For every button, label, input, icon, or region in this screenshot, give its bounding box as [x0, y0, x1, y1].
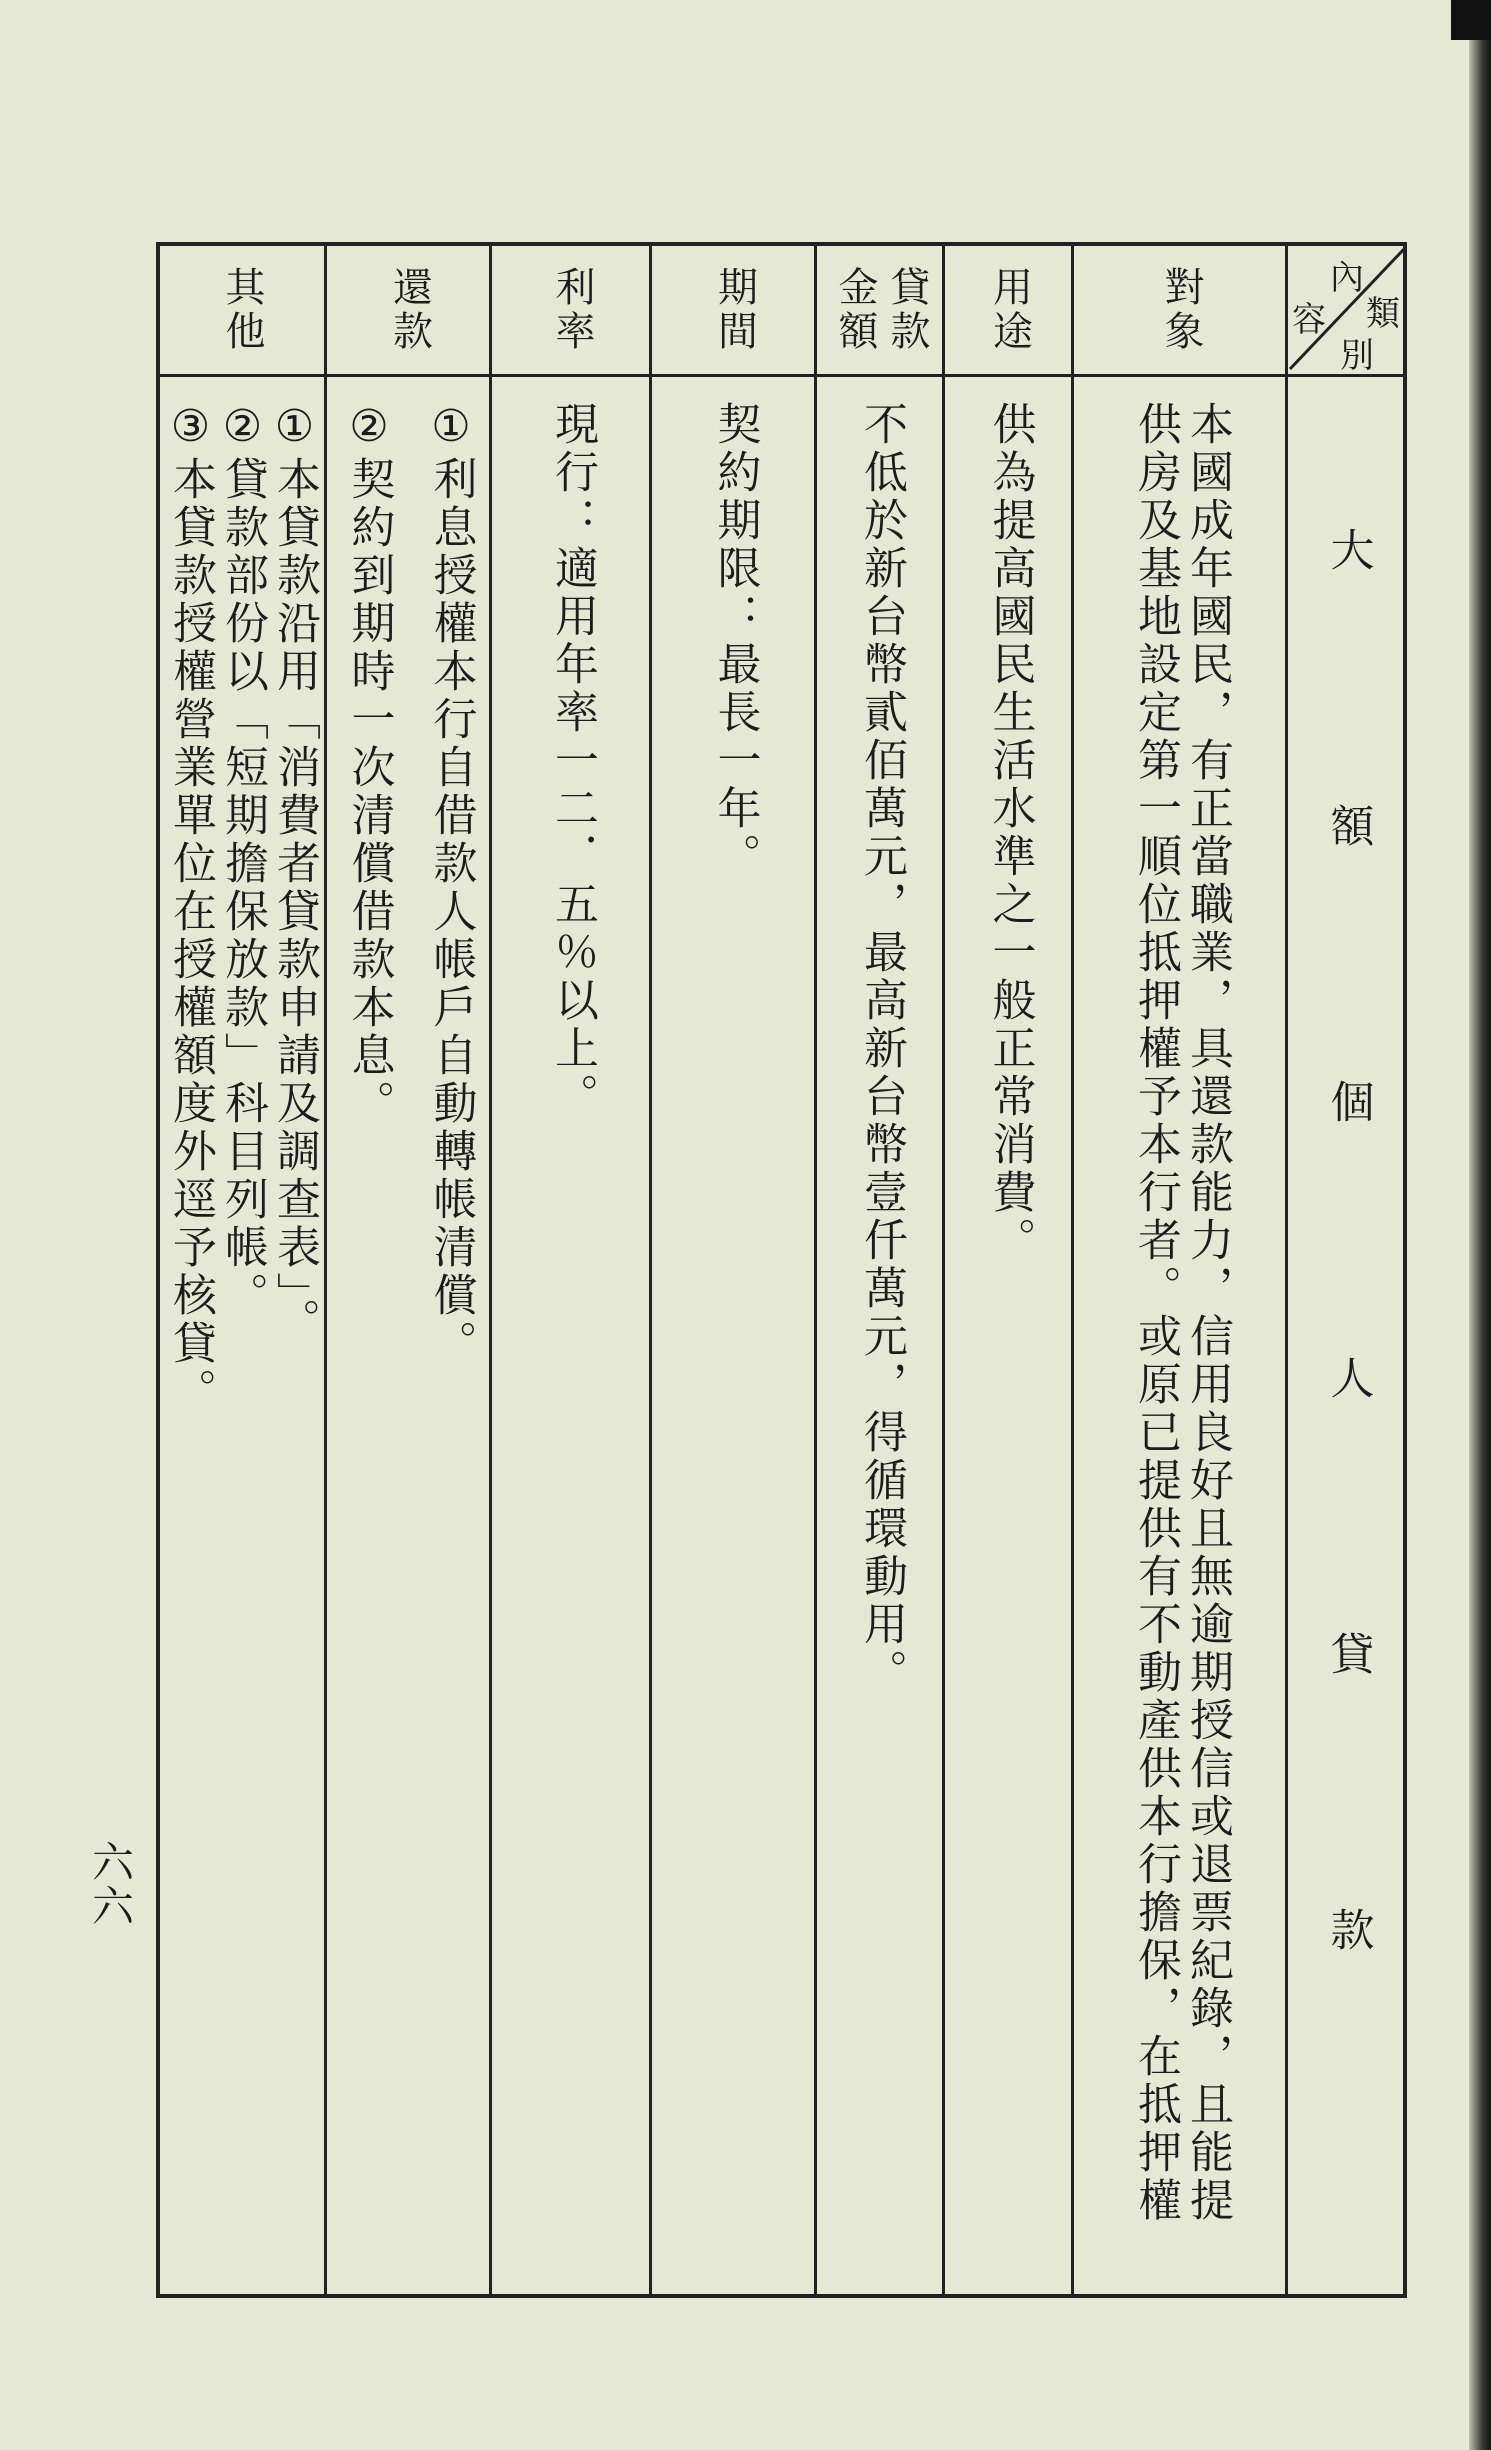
corner-bottom-char: 別 [1340, 336, 1374, 376]
header-amount [817, 246, 945, 377]
cell-line: 本國成年國民，有正當職業，具還款能力，信用良好且無逾期授信或退票紀錄，且能提 [1182, 401, 1233, 2225]
header-rate [492, 246, 652, 377]
header-label: 金額 [832, 266, 878, 354]
column-target [1071, 246, 1288, 2294]
header-label: 其他 [219, 266, 265, 354]
loan-category: 大額個人貸款 [1322, 527, 1374, 2183]
cell-repayment [327, 377, 492, 2294]
header-repayment [327, 246, 492, 377]
header-other [160, 246, 324, 377]
header-label: 還款 [386, 266, 433, 354]
page-edge-shadow [1469, 0, 1491, 2450]
column-purpose [942, 246, 1074, 2294]
cell-amount [817, 377, 945, 2294]
cell-line: 不低於新台幣貳佰萬元，最高新台幣壹仟萬元，得循環動用。 [856, 401, 907, 1697]
corner-right-char: 類 [1366, 294, 1400, 334]
header-target [1074, 246, 1288, 377]
cell-line: ②貸款部份以「短期擔保放款」科目列帳。 [217, 401, 268, 1320]
column-other [160, 246, 324, 2294]
header-label: 對象 [1158, 266, 1204, 354]
header-purpose [945, 246, 1074, 377]
cell-line: 現行：適用年率一二．五％以上。 [547, 401, 598, 1121]
cell-purpose [945, 377, 1074, 2294]
cell-line: 供房及基地設定第一順位抵押權予本行者。或原已提供有不動產供本行擔保，在抵押權 [1130, 401, 1181, 2225]
cell-term [652, 377, 817, 2294]
cell-line: 供為提高國民生活水準之一般正常消費。 [984, 401, 1036, 1265]
column-rate [489, 246, 652, 2294]
cell-rate [492, 377, 652, 2294]
corner-header [1288, 246, 1407, 377]
header-label: 期間 [711, 266, 758, 354]
column-amount [814, 246, 945, 2294]
cell-other [160, 377, 324, 2294]
category-column [1285, 246, 1407, 2294]
cell-line: ①利息授權本行自借款人帳戶自動轉帳清償。 [425, 401, 477, 1368]
page-number: 六六 [86, 1840, 135, 1928]
header-label: 貸款 [884, 266, 930, 354]
corner-left-char: 容 [1292, 300, 1326, 340]
loan-table [156, 242, 1407, 2298]
corner-top-char: 內 [1330, 258, 1364, 298]
column-repayment [324, 246, 492, 2294]
header-term [652, 246, 817, 377]
cell-line: ②契約到期時一次清償借款本息。 [343, 401, 395, 1128]
cell-line: ③本貸款授權營業單位在授權額度外逕予核貸。 [165, 401, 216, 1416]
cell-line: 契約期限：最長一年。 [709, 401, 761, 881]
header-label: 用途 [986, 266, 1033, 354]
cell-target [1074, 377, 1288, 2294]
header-label: 利率 [549, 266, 595, 354]
cell-line: ①本貸款沿用「消費者貸款申請及調查表」。 [269, 401, 320, 1346]
scan-corner [1451, 0, 1491, 40]
column-term [649, 246, 817, 2294]
